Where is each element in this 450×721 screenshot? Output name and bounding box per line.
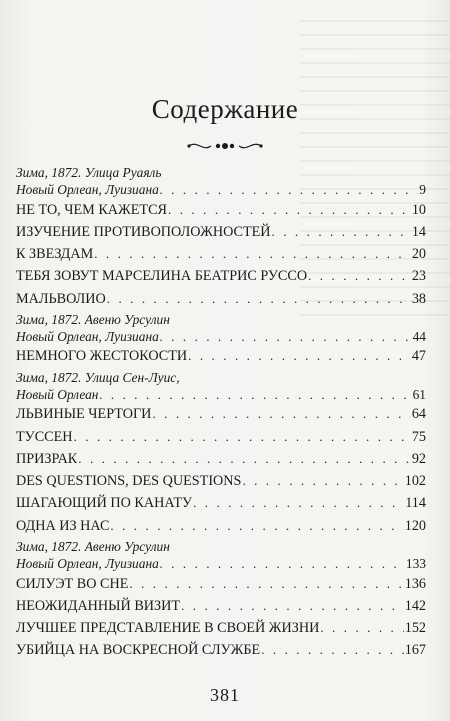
- toc-entry-page: 133: [405, 556, 426, 572]
- toc-entry-label: ТЕБЯ ЗОВУТ МАРСЕЛИНА БЕАТРИС РУССО: [16, 268, 308, 285]
- toc-entry-page: 167: [404, 642, 426, 659]
- dot-leader: [261, 640, 404, 661]
- ornament-divider-icon: [185, 136, 265, 156]
- toc-entry-page: 20: [411, 246, 426, 263]
- toc-entry-page: 75: [411, 428, 426, 445]
- toc-entry[interactable]: [16, 181, 426, 198]
- page-title: Содержание: [151, 94, 299, 124]
- toc-entry[interactable]: [16, 493, 426, 514]
- dot-leader: [94, 244, 411, 265]
- toc-entry-page: 10: [411, 201, 426, 218]
- dot-leader: [160, 555, 405, 572]
- dot-leader: [152, 404, 410, 425]
- toc-entry-label: НЕОЖИДАННЫЙ ВИЗИТ: [16, 597, 181, 614]
- toc-entry-page: 92: [411, 450, 426, 467]
- toc-entry-label: УБИЙЦА НА ВОСКРЕСНОЙ СЛУЖБЕ: [16, 642, 261, 659]
- toc-entry-label: ЛУЧШЕЕ ПРЕДСТАВЛЕНИЕ В СВОЕЙ ЖИЗНИ: [16, 620, 320, 637]
- toc-entry[interactable]: [16, 555, 426, 572]
- toc-section-block: [16, 164, 426, 198]
- toc-entry[interactable]: [16, 640, 426, 661]
- dot-leader: [193, 493, 404, 514]
- toc-entry-label: Новый Орлеан, Луизиана: [16, 328, 159, 344]
- toc-entry-label: ШАГАЮЩИЙ ПО КАНАТУ: [16, 495, 193, 512]
- toc-entry-page: 14: [411, 223, 426, 240]
- toc-entry-page: 120: [404, 517, 426, 534]
- toc-section-heading: Зима, 1872. Авеню Урсулин: [16, 311, 170, 327]
- toc-entry-page: 38: [411, 290, 426, 307]
- toc-entry-label: НЕМНОГО ЖЕСТОКОСТИ: [16, 348, 188, 365]
- toc-entry-page: 44: [412, 328, 426, 344]
- toc-section-block: [16, 311, 426, 345]
- dot-leader: [168, 200, 411, 221]
- toc-entry-label: ТУССЕН: [16, 428, 73, 445]
- toc-entry[interactable]: [16, 427, 426, 448]
- toc-section-heading: Зима, 1872. Авеню Урсулин: [16, 539, 170, 555]
- dot-leader: [320, 618, 403, 639]
- toc-section-block: [16, 369, 426, 403]
- toc-entry-label: К ЗВЕЗДАМ: [16, 246, 94, 263]
- toc-entry-label: ОДНА ИЗ НАС: [16, 517, 110, 534]
- toc-entry[interactable]: [16, 516, 426, 537]
- dot-leader: [160, 181, 419, 198]
- toc-section-heading: Зима, 1872. Улица Руаяль: [16, 165, 162, 180]
- dot-leader: [78, 449, 411, 470]
- toc-entry[interactable]: [16, 404, 426, 425]
- toc-entry-label: МАЛЬВОЛИО: [16, 290, 106, 307]
- dot-leader: [99, 386, 411, 403]
- toc-entry[interactable]: [16, 596, 426, 617]
- toc-entry-page: 64: [411, 406, 426, 423]
- table-of-contents: [16, 164, 426, 663]
- page-number: 381: [210, 685, 240, 705]
- toc-entry-page: 136: [404, 575, 426, 592]
- dot-leader: [188, 346, 411, 367]
- toc-entry[interactable]: [16, 618, 426, 639]
- dot-leader: [308, 266, 411, 287]
- toc-entry-label: ЛЬВИНЫЕ ЧЕРТОГИ: [16, 406, 152, 423]
- toc-entry[interactable]: [16, 471, 426, 492]
- toc-entry-label: СИЛУЭТ ВО СНЕ: [16, 575, 129, 592]
- toc-entry[interactable]: [16, 289, 426, 310]
- dot-leader: [110, 516, 403, 537]
- toc-entry[interactable]: [16, 244, 426, 265]
- toc-entry[interactable]: [16, 386, 426, 403]
- dot-leader: [272, 222, 411, 243]
- dot-leader: [242, 471, 403, 492]
- toc-entry-label: НЕ ТО, ЧЕМ КАЖЕТСЯ: [16, 201, 168, 218]
- dot-leader: [107, 289, 411, 310]
- toc-entry[interactable]: [16, 328, 426, 345]
- toc-section-block: [16, 538, 426, 572]
- toc-entry-page: 47: [411, 348, 426, 365]
- toc-entry-label: Новый Орлеан, Луизиана: [16, 182, 159, 197]
- toc-entry-page: 102: [404, 473, 426, 490]
- toc-entry[interactable]: [16, 266, 426, 287]
- toc-entry-page: 9: [419, 182, 426, 197]
- dot-leader: [74, 427, 411, 448]
- toc-entry-page: 152: [404, 620, 426, 637]
- toc-entry-label: DES QUESTIONS, DES QUESTIONS: [16, 473, 242, 490]
- toc-section-heading: Зима, 1872. Улица Сен-Луис,: [16, 369, 180, 385]
- toc-entry-label: Новый Орлеан: [16, 386, 99, 402]
- dot-leader: [181, 596, 404, 617]
- toc-entry-page: 114: [405, 495, 426, 512]
- toc-entry-page: 61: [412, 386, 426, 402]
- toc-entry[interactable]: [16, 449, 426, 470]
- dot-leader: [129, 574, 403, 595]
- toc-entry-page: 142: [404, 597, 426, 614]
- toc-entry[interactable]: [16, 346, 426, 367]
- toc-entry-label: Новый Орлеан, Луизиана: [16, 556, 159, 572]
- toc-entry[interactable]: [16, 222, 426, 243]
- toc-entry-label: ПРИЗРАК: [16, 450, 78, 467]
- toc-entry-label: ИЗУЧЕНИЕ ПРОТИВОПОЛОЖНОСТЕЙ: [16, 223, 271, 240]
- dot-leader: [160, 328, 412, 345]
- toc-entry[interactable]: [16, 574, 426, 595]
- toc-entry-page: 23: [411, 268, 426, 285]
- toc-entry[interactable]: [16, 200, 426, 221]
